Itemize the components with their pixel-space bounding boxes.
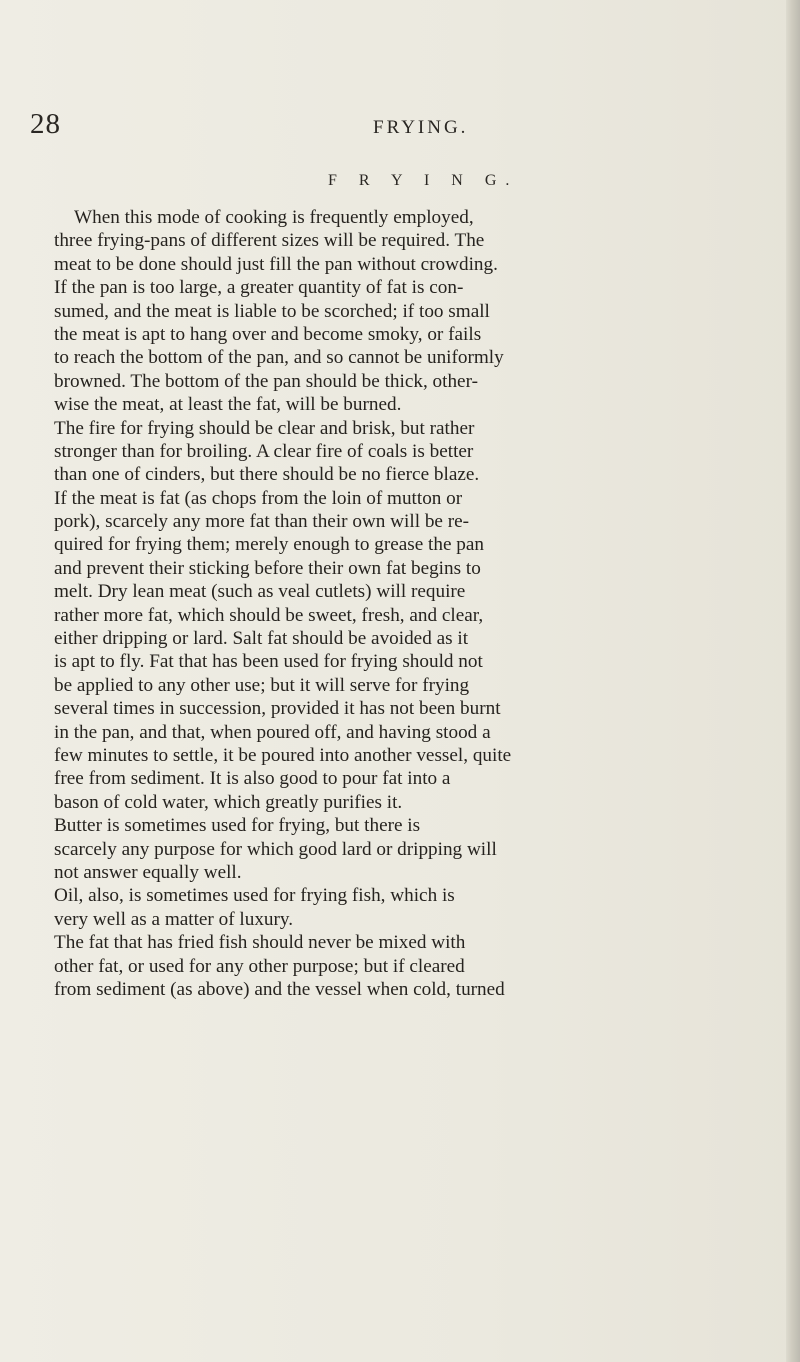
text-line: quired for frying them; merely enough to grease the pan bbox=[54, 534, 484, 556]
body-text bbox=[54, 206, 713, 1001]
text-line: and prevent their sticking before their own fat begins to bbox=[54, 557, 481, 579]
text-line: Butter is sometimes used for frying, but there is bbox=[54, 815, 421, 837]
text-line: few minutes to settle, it be poured into another vessel, quite bbox=[54, 744, 512, 766]
text-line: from sediment (as above) and the vessel when cold, turned bbox=[54, 978, 505, 1000]
text-line: The fat that has fried fish should never be mixed with bbox=[54, 932, 466, 954]
text-line: not answer equally well. bbox=[54, 861, 242, 883]
text-line: is apt to fly. Fat that has been used for frying should not bbox=[54, 651, 483, 673]
text-line: browned. The bottom of the pan should be thick, other- bbox=[54, 370, 478, 392]
text-line: scarcely any purpose for which good lard or dripping will bbox=[54, 838, 497, 860]
section-title: F R Y I N G. bbox=[328, 172, 519, 189]
text-line: melt. Dry lean meat (such as veal cutlets) will require bbox=[54, 581, 466, 603]
text-line: to reach the bottom of the pan, and so cannot be uniformly bbox=[54, 347, 504, 369]
text-line: other fat, or used for any other purpose; but if cleared bbox=[54, 955, 465, 977]
text-line: If the pan is too large, a greater quantity of fat is con- bbox=[54, 277, 464, 299]
text-line: If the meat is fat (as chops from the loin of mutton or bbox=[54, 487, 463, 509]
text-line: When this mode of cooking is frequently employed, bbox=[74, 207, 474, 228]
text-line: free from sediment. It is also good to pour fat into a bbox=[54, 768, 451, 790]
text-line: three frying-pans of different sizes will be required. The bbox=[54, 230, 485, 252]
page-edge bbox=[786, 0, 800, 1362]
text-line: very well as a matter of luxury. bbox=[54, 908, 294, 930]
text-line: several times in succession, provided it has not been burnt bbox=[54, 698, 501, 720]
running-head: FRYING. bbox=[373, 117, 469, 138]
text-line: the meat is apt to hang over and become smoky, or fails bbox=[54, 323, 482, 345]
text-line: pork), scarcely any more fat than their own will be re- bbox=[54, 511, 470, 533]
page-number: 28 bbox=[30, 108, 61, 140]
text-line: rather more fat, which should be sweet, fresh, and clear, bbox=[54, 604, 484, 626]
text-line: than one of cinders, but there should be no fierce blaze. bbox=[54, 464, 480, 486]
text-line: either dripping or lard. Salt fat should be avoided as it bbox=[54, 628, 469, 650]
text-line: meat to be done should just fill the pan without crowding. bbox=[54, 253, 498, 275]
text-line: bason of cold water, which greatly purifies it. bbox=[54, 791, 403, 813]
text-line: stronger than for broiling. A clear fire of coals is better bbox=[54, 440, 474, 462]
text-line: sumed, and the meat is liable to be scorched; if too small bbox=[54, 300, 490, 322]
text-line: in the pan, and that, when poured off, and having stood a bbox=[54, 721, 491, 743]
text-line: The fire for frying should be clear and brisk, but rather bbox=[54, 417, 475, 439]
text-line: Oil, also, is sometimes used for frying fish, which is bbox=[54, 885, 455, 907]
text-line: be applied to any other use; but it will serve for frying bbox=[54, 674, 470, 696]
text-line: wise the meat, at least the fat, will be burned. bbox=[54, 394, 402, 416]
